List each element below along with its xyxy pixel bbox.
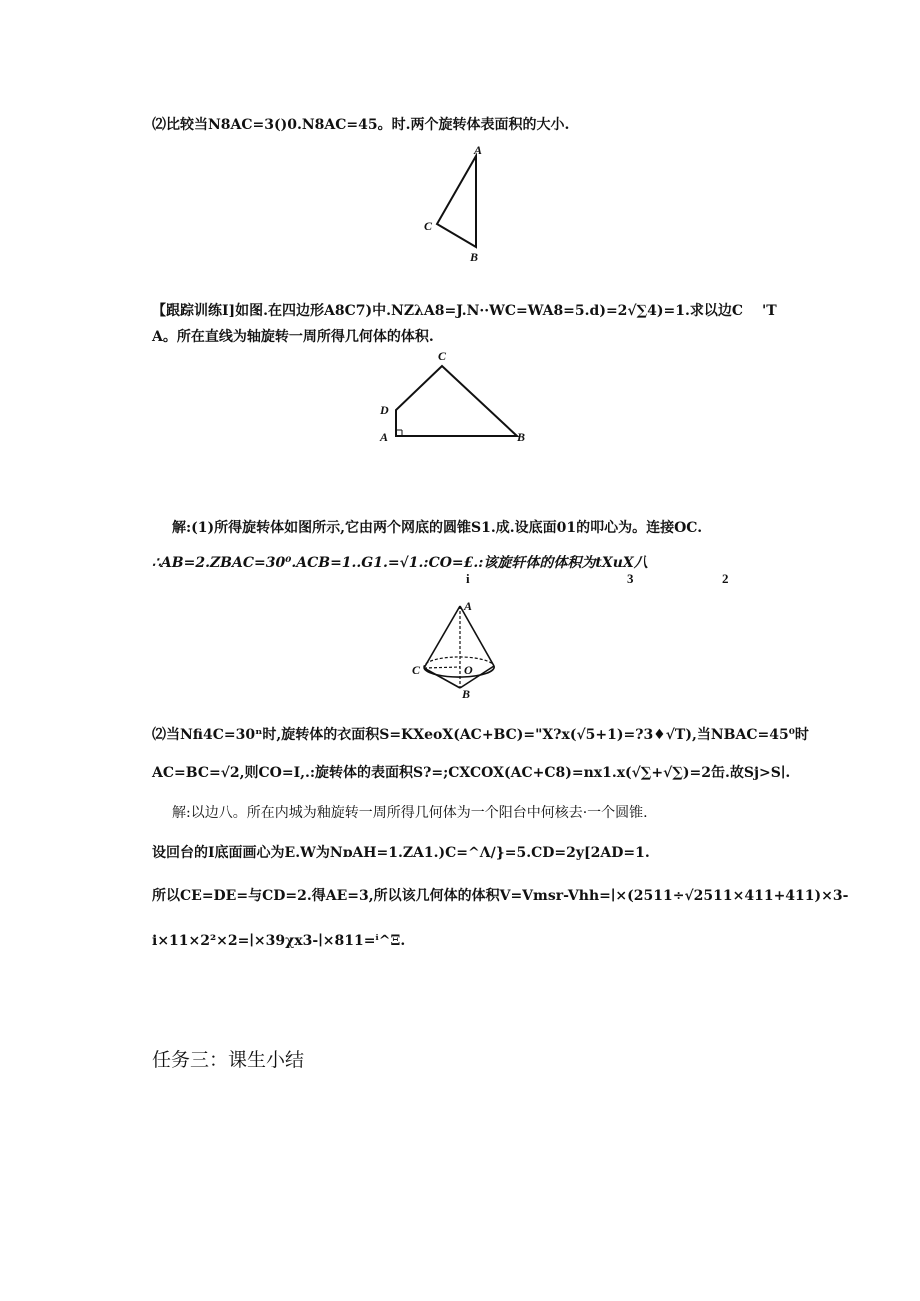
- label-o: O: [464, 663, 473, 677]
- label-c: C: [438, 349, 447, 363]
- solution3-line2: 设回台的I底面画心为E.W为NɒAH=1.ZA1.)C=^Λ∕}=5.CD=2y[2AD=1.: [152, 845, 650, 861]
- label-a: A: [380, 430, 389, 444]
- q2-compare-text: ⑵比较当N8AC=3()0.N8AC=45。时.两个旋转体表面积的大小.: [152, 117, 570, 133]
- triangle-abc: [437, 156, 476, 247]
- solution3-line4: i×11×2²×2=∣×39χx3-∣×811=ⁱ^Ξ.: [152, 933, 406, 949]
- label-b: B: [470, 250, 479, 264]
- label-a: A: [464, 599, 473, 613]
- solution2-line1: ⑵当Nfi4C=30ⁿ时,旋转体的衣面积S=KXeoX(AC+BC)="X?x(√5+1)=?3♦√T),当NBAC=45⁰时: [152, 727, 809, 743]
- quadrilateral-abcd: [396, 366, 517, 436]
- quadrilateral-abcd-figure: [372, 342, 542, 448]
- solution3-line1: 解:以边八。所在内城为釉旋转一周所得几何体为一个阳台中何核去·一个圆锥.: [172, 805, 648, 821]
- solution1-sub-2: 2: [722, 571, 729, 586]
- label-a: A: [474, 143, 483, 157]
- section-heading: 任务三：课生小结: [152, 1049, 305, 1071]
- label-b: B: [517, 430, 526, 444]
- solution1-line1: 解:(1)所得旋转体如图所示,它由两个网底的圆锥S1.成.设底面01的叩心为。连接OC.: [172, 520, 703, 536]
- track-training-line1: 【跟踪训练I]如图.在四边形A8C7)中.NZλA8=J.N··WC=WA8=5.d)=2√∑4)=1.求以边C: [152, 303, 744, 319]
- solution3-line3: 所以CE=DE=与CD=2.得AE=3,所以该几何体的体积V=Vmsr-Vhh=∣×(2511÷√2511×411+411)×3-: [152, 888, 849, 904]
- solution1-line2: ∴AB=2.ZBAC=30⁰.ACB=1..G1.=√1.:CO=£.:该旋轩体的体积为tXuX八: [152, 555, 648, 571]
- label-d: D: [380, 403, 389, 417]
- triangle-abc-figure: [418, 140, 488, 266]
- solution1-sub-i: i: [466, 571, 470, 586]
- double-cone-figure: [410, 598, 506, 702]
- track-training-line2: A。所在直线为轴旋转一周所得几何体的体积.: [152, 329, 434, 345]
- label-b: B: [462, 687, 471, 701]
- solution1-sub-3: 3: [627, 571, 634, 586]
- label-c: C: [412, 663, 421, 677]
- track-training-line1-tail: 'T: [762, 303, 777, 319]
- label-c: C: [424, 219, 433, 233]
- solution2-line2: AC=BC=√2,则CO=I,.:旋转体的表面积S?=;CXCOX(AC+C8)=nx1.x(√∑+√∑)=2缶.故Sj>S∣.: [152, 765, 791, 781]
